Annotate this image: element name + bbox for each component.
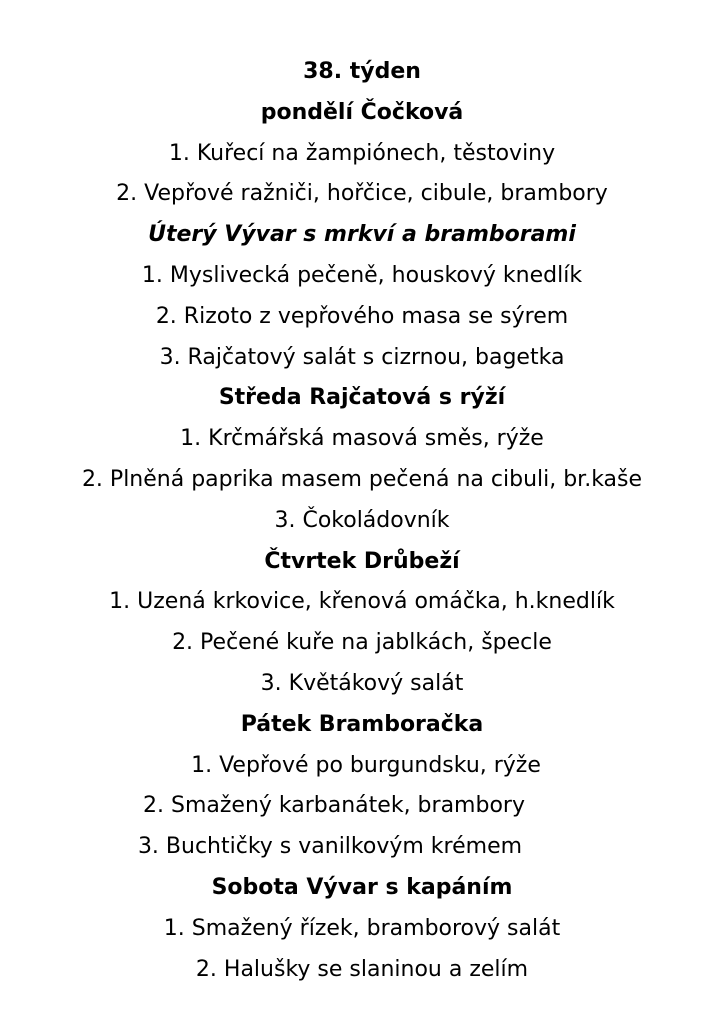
weekly-menu bbox=[0, 52, 724, 990]
menu-item: 1. Vepřové po burgundsku, rýže bbox=[191, 752, 541, 778]
menu-item: 2. Smažený karbanátek, brambory bbox=[143, 793, 525, 819]
menu-item: 2. Vepřové ražniči, hořčice, cibule, brambory bbox=[116, 181, 608, 207]
menu-item: 1. Krčmářská masová směs, rýže bbox=[180, 426, 544, 452]
menu-item: 2. Rizoto z vepřového masa se sýrem bbox=[155, 303, 569, 329]
week-title: 38. týden bbox=[303, 59, 421, 84]
day-heading-thursday: Čtvrtek Drůbeží bbox=[264, 548, 460, 574]
menu-item: 1. Smažený řízek, bramborový salát bbox=[163, 915, 561, 941]
day-heading-monday: pondělí Čočková bbox=[260, 99, 464, 125]
menu-item: 1. Myslivecká pečeně, houskový knedlík bbox=[141, 262, 583, 288]
day-heading-saturday: Sobota Vývar s kapáním bbox=[211, 874, 513, 900]
menu-item: 3. Buchtičky s vanilkovým krémem bbox=[137, 834, 523, 860]
menu-item: 3. Květákový salát bbox=[260, 670, 464, 696]
menu-item: 1. Uzená krkovice, křenová omáčka, h.knedlík bbox=[109, 589, 615, 615]
menu-item: 2. Pečené kuře na jablkách, špecle bbox=[172, 630, 552, 656]
menu-item: 3. Čokoládovník bbox=[274, 507, 450, 533]
day-heading-friday: Pátek Bramboračka bbox=[240, 711, 484, 737]
menu-item: 1. Kuřecí na žampiónech, těstoviny bbox=[168, 140, 556, 166]
menu-item: 2. Halušky se slaninou a zelím bbox=[195, 956, 529, 982]
day-heading-wednesday: Středa Rajčatová s rýží bbox=[218, 385, 506, 411]
day-heading-tuesday: Úterý Vývar s mrkví a bramborami bbox=[148, 222, 576, 248]
menu-item: 2. Plněná paprika masem pečená na cibuli, br.kaše bbox=[81, 466, 643, 492]
menu-item: 3. Rajčatový salát s cizrnou, bagetka bbox=[159, 344, 565, 370]
